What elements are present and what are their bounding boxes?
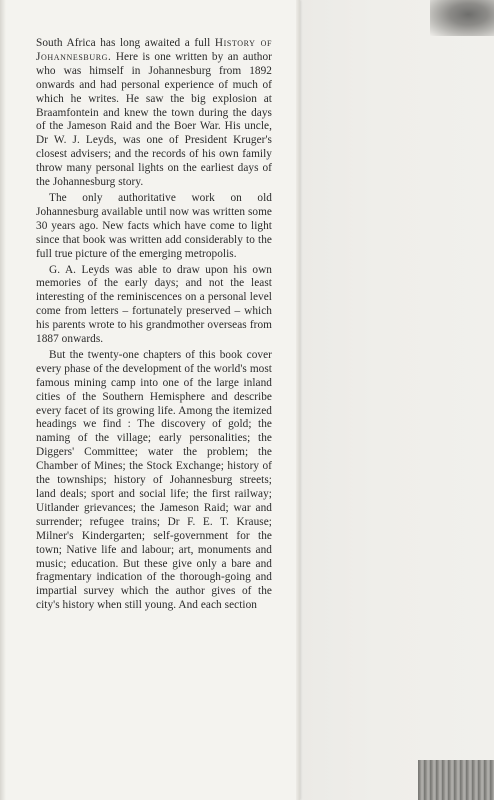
- paragraph-1: [36, 37, 272, 190]
- flap-edge: [0, 0, 6, 800]
- paragraph-1-lead: South Africa has long awaited a full: [36, 37, 211, 49]
- corner-smudge-top: [430, 0, 494, 36]
- flap-fold: [296, 0, 300, 800]
- paragraph-4: But the twenty-one chapters of this book cover every phase of the development of the world's most famous mining camp into one of the large inland cities of the Southern Hemisphere and describe every facet of its growing life. Among the itemized headings we find : The discovery of gold; the naming of the village; early personalities; the Diggers' Committee; water the problem; the Chamber of Mines; the Stock Exchange; history of the townships; history of Johannesburg streets; land deals; sport and social life; the first railway; Uitlander grievances; the Jameson Raid; war and surrender; refugee trains; Dr F. E. T. Krause; Milner's Kindergarten; self-government for the town; Native life and labour; art, monuments and music; education. But these give only a bare and fragmentary indication of the thorough-going and impartial survey which the author gives of the city's history when still young. And each section: [36, 348, 272, 612]
- blurb-text: [36, 37, 272, 613]
- paragraph-2: The only authoritative work on old Johannesburg available until now was written some 30 years ago. New facts which have come to light since that book was written add considerably to the full true picture of the emerging metropolis.: [36, 191, 272, 260]
- jacket-backing: [300, 0, 494, 800]
- paragraph-3: G. A. Leyds was able to draw upon his own memories of the early days; and not the least interesting of the reminiscences on a personal level come from letters – fortunately preserved – which his parents wrote to his grandmother overseas from 1887 onwards.: [36, 263, 272, 346]
- corner-smudge-bottom: [418, 760, 494, 800]
- book-title: History of Johannesburg.: [36, 37, 273, 63]
- paragraph-1-rest: Here is one written by an author who was himself in Johannesburg from 1892 onwards and had personal experience of much of which he writes. He saw the big explosion at Braamfontein and knew the town during the days of the Jameson Raid and the Boer War. His uncle, Dr W. J. Leyds, was one of President Kruger's closest advisers; and the records of his own family throw many personal lights on the earliest days of the Johannesburg story.: [36, 50, 272, 189]
